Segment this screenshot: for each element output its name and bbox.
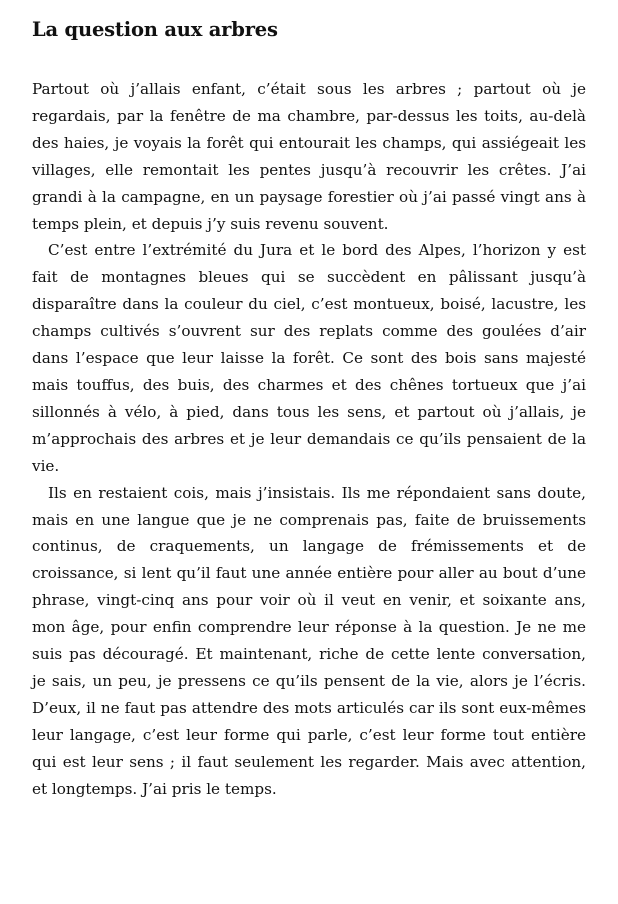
paragraph-2: C’est entre l’extrémité du Jura et le bord des Alpes, l’horizon y est fait de montagnes bleues qui se succèdent en pâlissant jusqu’à disparaître dans la couleur du ciel, c’est montueux, boisé, lacustre, les champs cultivés s’ouvrent sur des replats comme des goulées d’air dans l’espace que leur laisse la forêt. Ce sont des bois sans majesté mais touffus, des buis, des charmes et des chênes tortueux que j’ai sillonnés à vélo, à pied, dans tous les sens, et partout où j’allais, je m’approchais des arbres et je leur demandais ce qu’ils pensaient de la vie.	[32, 241, 586, 475]
document-title: La question aux arbres	[32, 18, 278, 41]
paragraph-3: Ils en restaient cois, mais j’insistais. Ils me répondaient sans doute, mais en une langue que je ne comprenais pas, faite de bruissements continus, de craquements, un langage de frémissements et de croissance, si lent qu’il faut une année entière pour aller au bout d’une phrase, vingt-cinq ans pour voir où il veut en venir, et soixante ans, mon âge, pour enfin comprendre leur réponse à la question. Je ne me suis pas découragé. Et maintenant, riche de cette lente conversation, je sais, un peu, je pressens ce qu’ils pensent de la vie, alors je l’écris. D’eux, il ne faut pas attendre des mots articulés car ils sont eux-mêmes leur langage, c’est leur forme qui parle, c’est leur forme tout entière qui est leur sens ; il faut seulement les regarder. Mais avec attention, et longtemps. J’ai pris le temps.	[32, 483, 586, 798]
paragraph-1: Partout où j’allais enfant, c’était sous les arbres ; partout où je regardais, par la fenêtre de ma chambre, par-dessus les toits, au-delà des haies, je voyais la forêt qui entourait les champs, qui assiégeait les villages, elle remontait les pentes jusqu’à recouvrir les crêtes. J’ai grandi à la campagne, en un paysage forestier où j’ai passé vingt ans à temps plein, et depuis j’y suis revenu souvent.	[32, 80, 586, 233]
document-body	[32, 76, 586, 802]
